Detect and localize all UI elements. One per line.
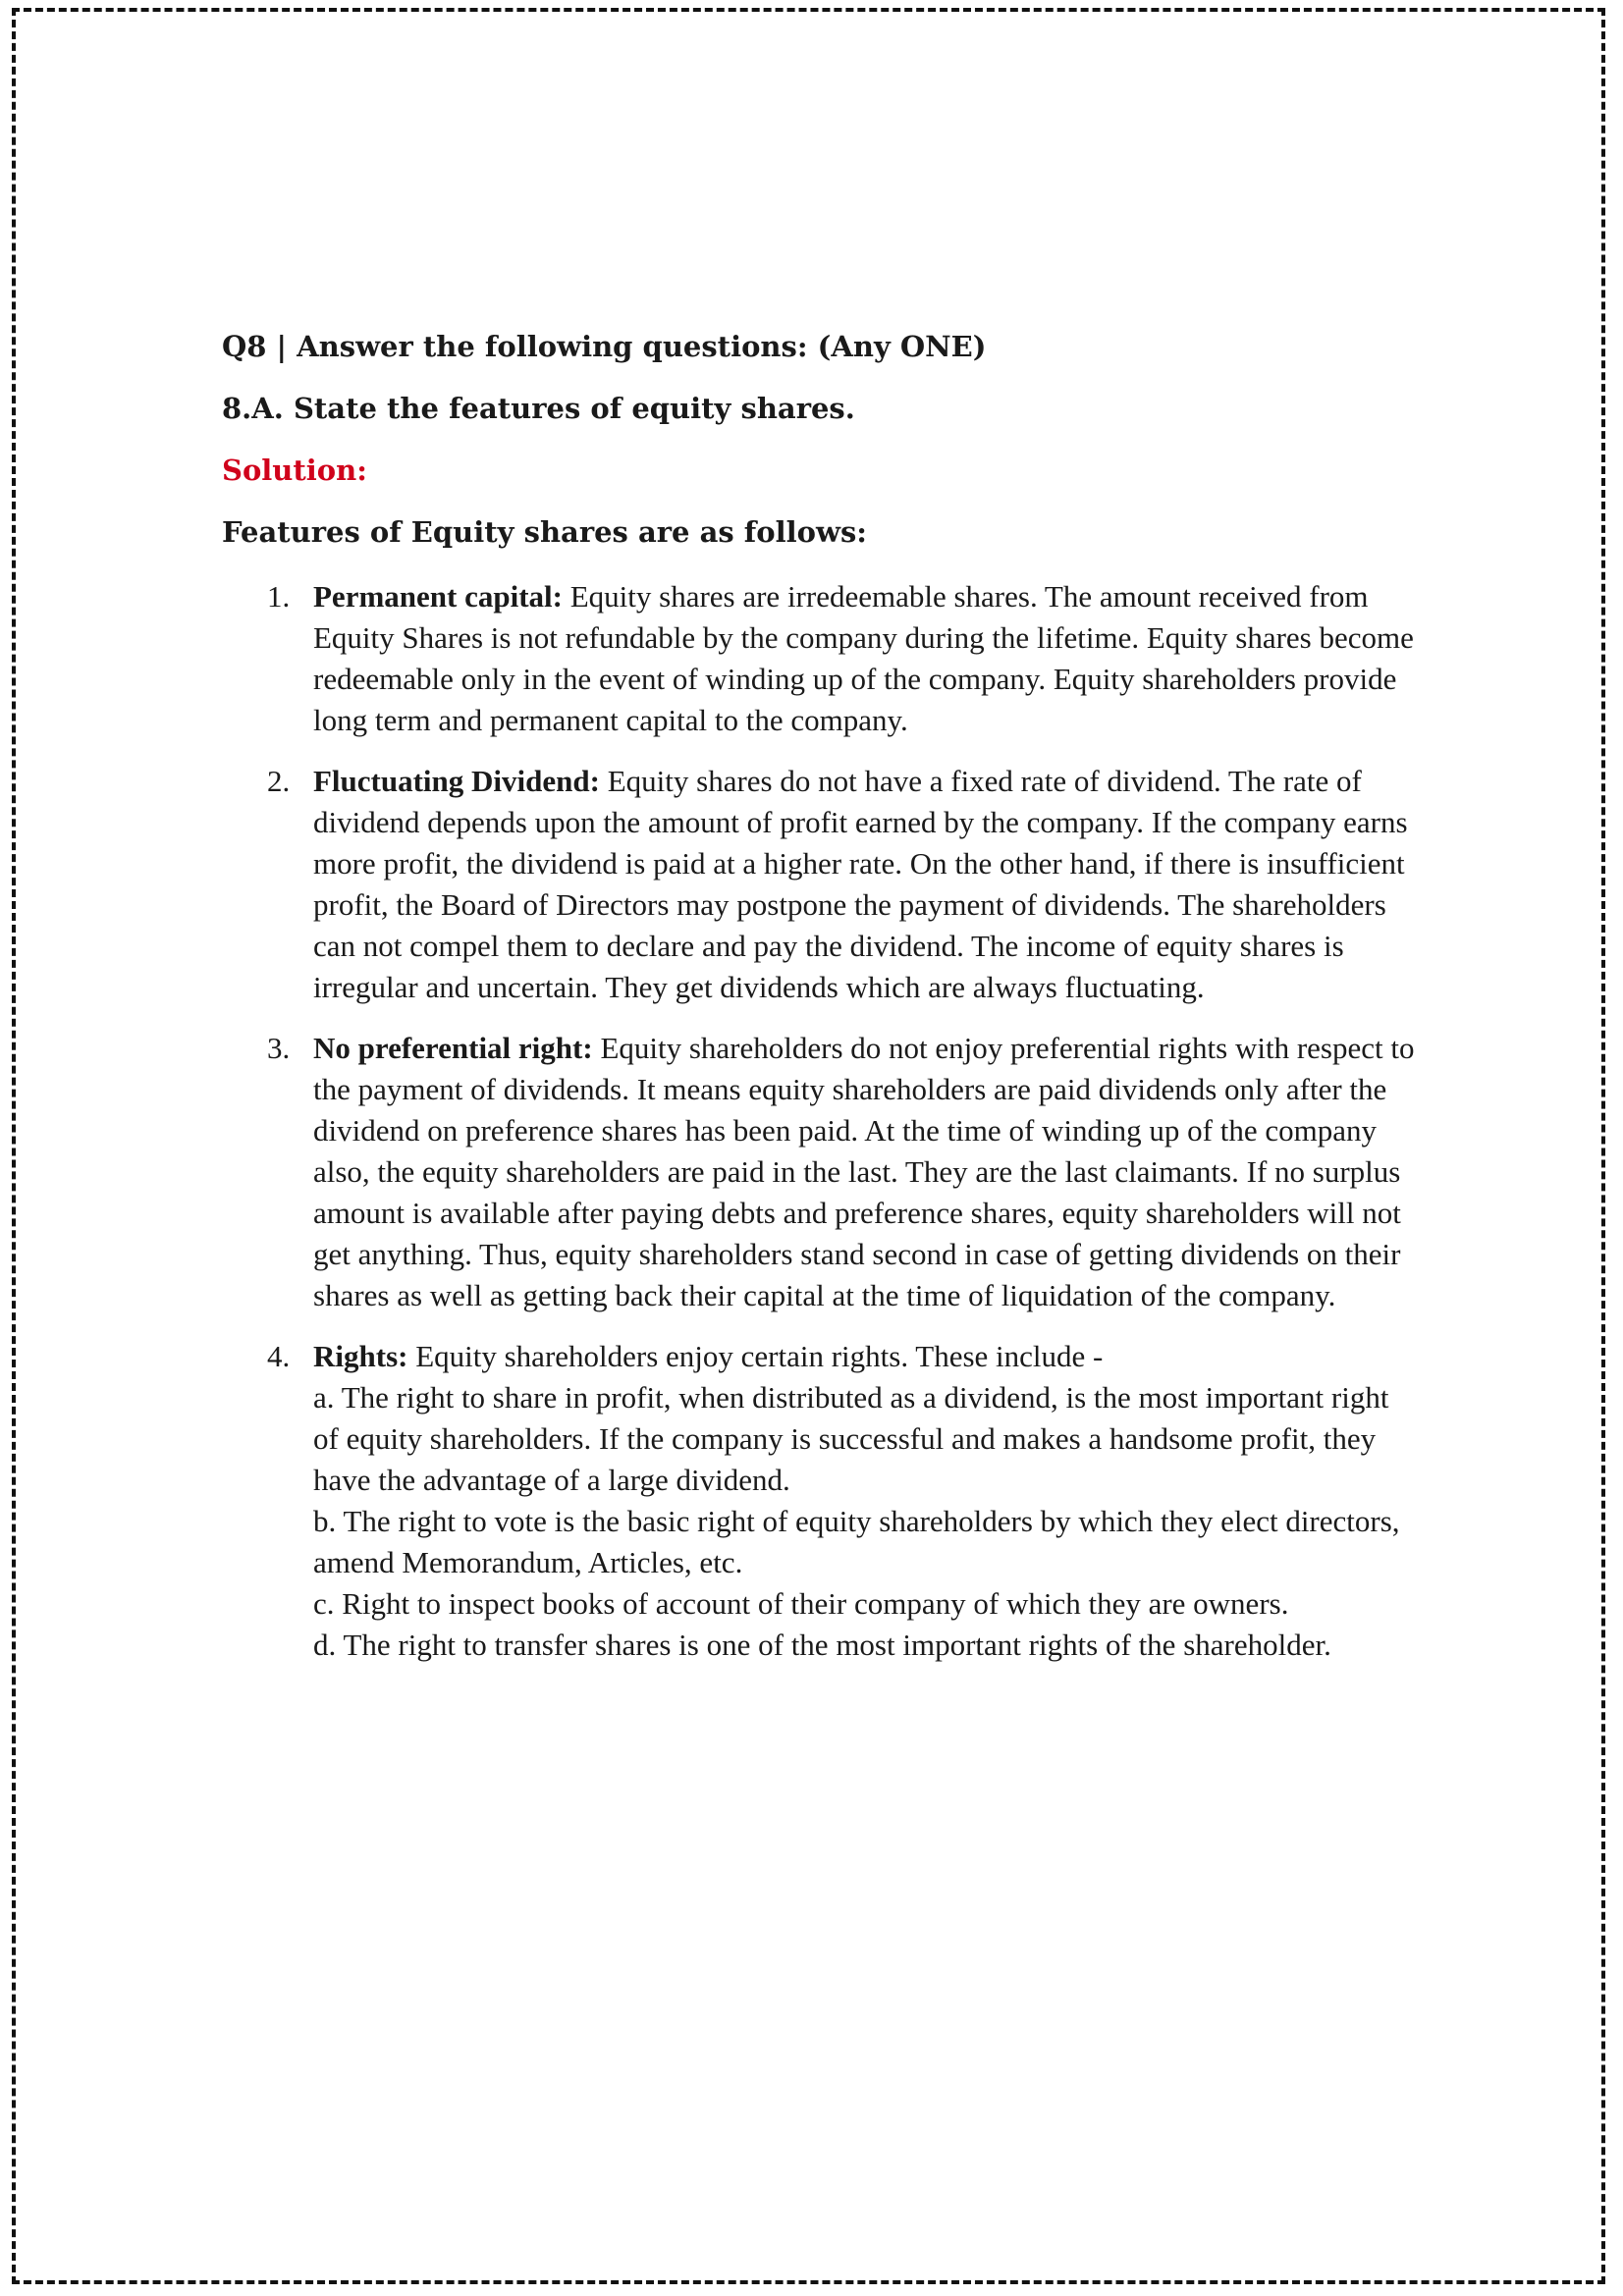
rights-subitem-d: d. The right to transfer shares is one of the most important rights of the shareholder.	[313, 1628, 1331, 1662]
feature-text: Equity shareholders enjoy certain rights. These include -	[407, 1339, 1104, 1373]
solution-label: Solution:	[222, 454, 367, 487]
feature-number: 4.	[267, 1339, 291, 1373]
feature-item-1	[222, 576, 1420, 741]
feature-title: Permanent capital:	[313, 579, 563, 614]
feature-item-4	[222, 1336, 1420, 1666]
feature-number: 3.	[267, 1031, 291, 1065]
feature-number: 1.	[267, 579, 291, 614]
rights-subitem-b: b. The right to vote is the basic right of equity shareholders by which they elect directors, amend Memorandum, Articles, etc.	[313, 1504, 1400, 1579]
question-text: 8.A. State the features of equity shares.	[222, 392, 855, 425]
feature-item-2	[222, 761, 1420, 1008]
feature-text: Equity shareholders do not enjoy preferential rights with respect to the payment of dividends. It means equity shareholders are paid dividends only after the dividend on preference shares has been paid. At the time of winding up of the company also, the equity shareholders are paid in the last. They are the last claimants. If no surplus amount is available after paying debts and preference shares, equity shareholders will not get anything. Thus, equity shareholders stand second in case of getting dividends on their shares as well as getting back their capital at the time of liquidation of the company.	[313, 1031, 1415, 1312]
feature-text: Equity shares are irredeemable shares. The amount received from Equity Shares is not refundable by the company during the lifetime. Equity shares become redeemable only in the event of winding up of the company. Equity shareholders provide long term and permanent capital to the company.	[313, 579, 1414, 737]
feature-title: No preferential right:	[313, 1031, 593, 1065]
feature-title: Fluctuating Dividend:	[313, 764, 600, 798]
features-list	[222, 576, 1420, 1666]
feature-title: Rights:	[313, 1339, 408, 1373]
document-body	[222, 329, 1420, 1685]
feature-text: Equity shares do not have a fixed rate of dividend. The rate of dividend depends upon the amount of profit earned by the company. If the company earns more profit, the dividend is paid at a higher rate. On the other hand, if there is insufficient profit, the Board of Directors may postpone the payment of dividends. The shareholders can not compel them to declare and pay the dividend. The income of equity shares is irregular and uncertain. They get dividends which are always fluctuating.	[313, 764, 1408, 1004]
features-intro: Features of Equity shares are as follows:	[222, 515, 867, 549]
feature-number: 2.	[267, 764, 291, 798]
rights-subitem-c: c. Right to inspect books of account of their company of which they are owners.	[313, 1586, 1289, 1621]
feature-item-3	[222, 1028, 1420, 1316]
question-header: Q8 | Answer the following questions: (Any ONE)	[222, 330, 987, 363]
rights-subitem-a: a. The right to share in profit, when distributed as a dividend, is the most important right of equity shareholders. If the company is successful and makes a handsome profit, they have the advantage of a large dividend.	[313, 1380, 1389, 1497]
